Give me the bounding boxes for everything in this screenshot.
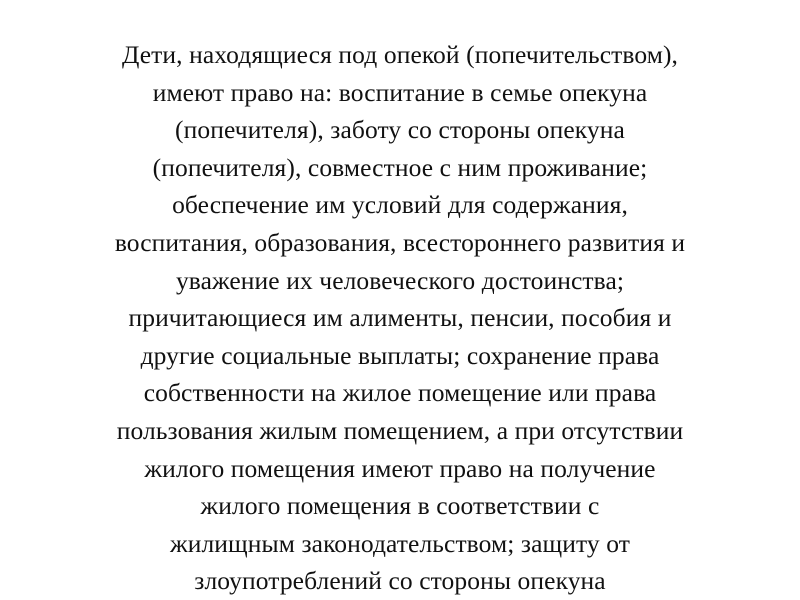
text-line: пользования жилым помещением, а при отсутствии xyxy=(116,415,684,445)
text-line: обеспечение им условий для содержания, xyxy=(172,190,628,220)
text-line: имеют право на: воспитание в семье опекуна xyxy=(152,77,648,107)
text-line: Дети, находящиеся под опекой (попечительством), xyxy=(121,40,679,69)
text-line: (попечителя), совместное с ним проживание; xyxy=(152,152,648,182)
slide-text-block xyxy=(0,36,800,600)
text-line: воспитания, образования, всестороннего развития и xyxy=(114,227,686,257)
text-line: (попечителя), заботу со стороны опекуна xyxy=(175,115,625,145)
text-line: другие социальные выплаты; сохранение права xyxy=(140,340,660,370)
text-line: жилищным законодательством; защиту от xyxy=(170,528,630,558)
text-line: злоупотреблений со стороны опекуна xyxy=(194,566,606,596)
text-line: собственности на жилое помещение или права xyxy=(143,378,657,408)
text-line: жилого помещения в соответствии с xyxy=(200,491,600,521)
text-line: жилого помещения имеют право на получение xyxy=(144,453,656,483)
text-line: причитающиеся им алименты, пенсии, пособия и xyxy=(128,303,672,333)
text-line: уважение их человеческого достоинства; xyxy=(175,265,625,295)
